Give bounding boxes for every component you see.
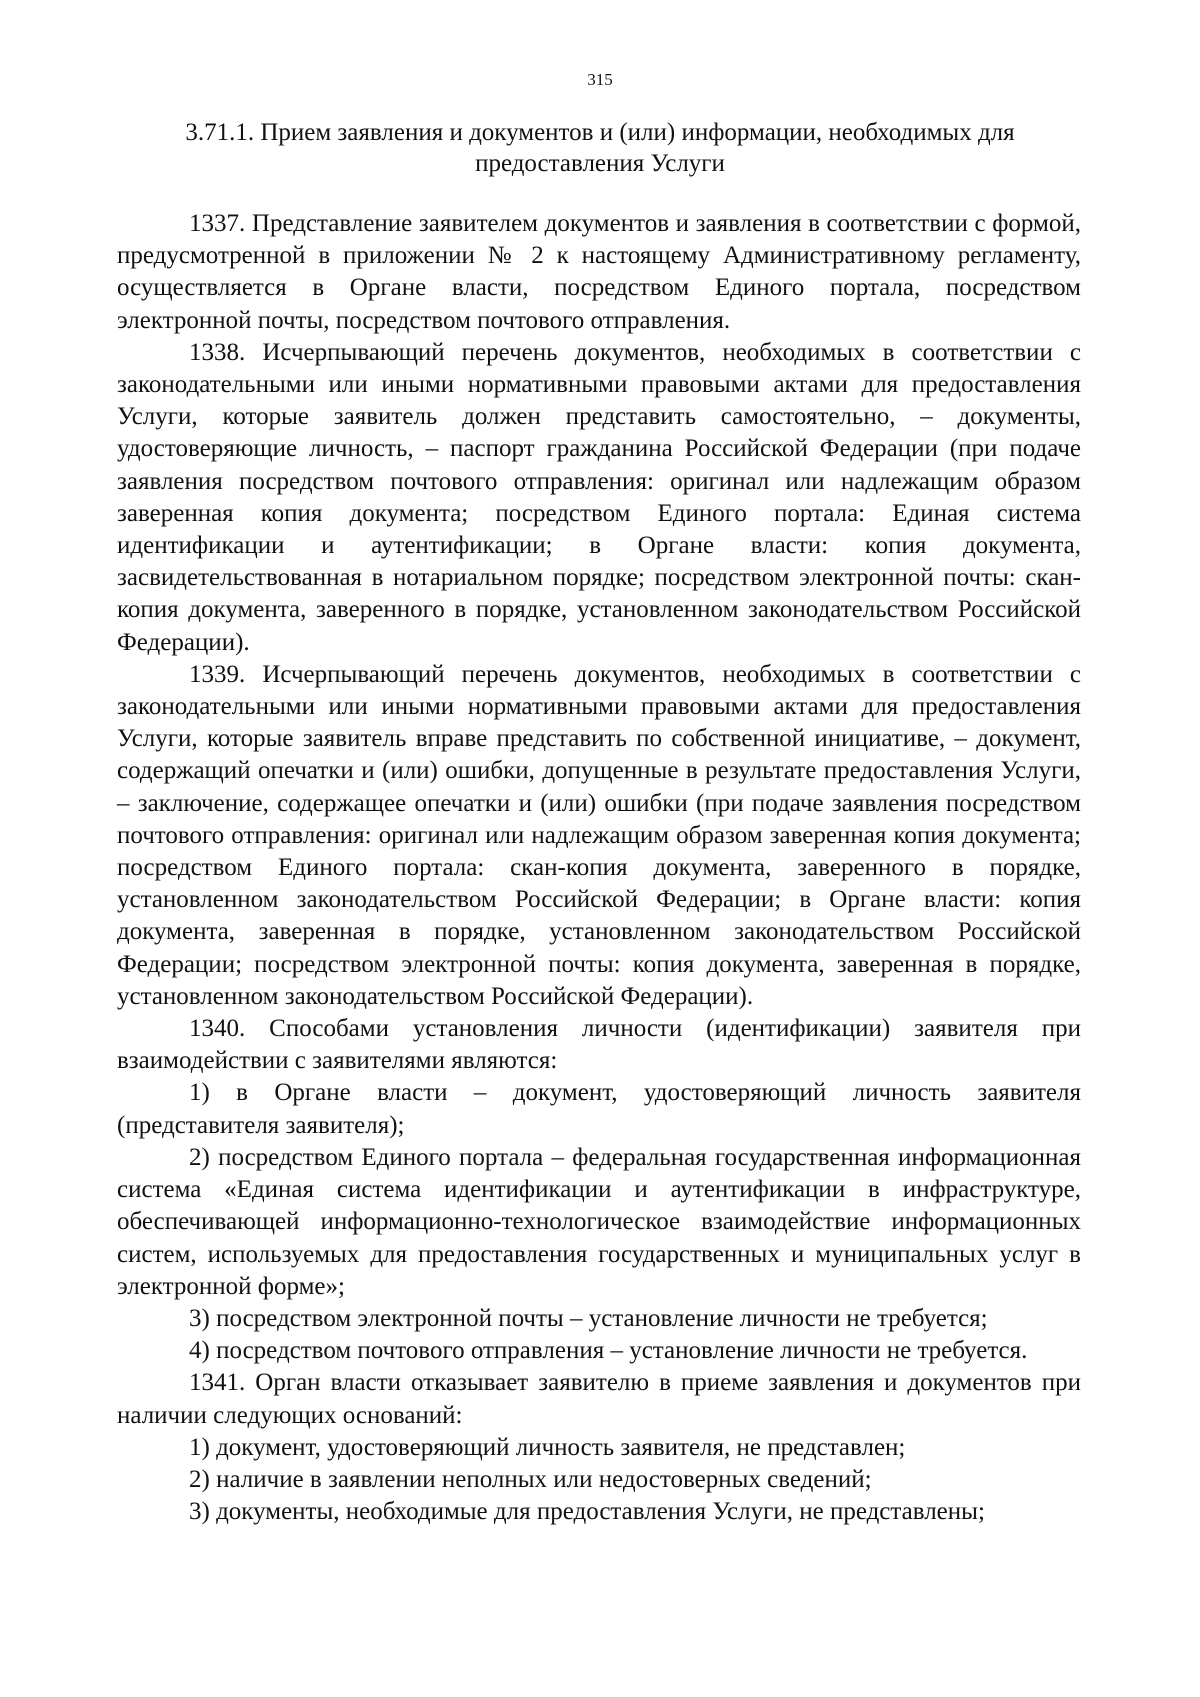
paragraph-1341: 1341. Орган власти отказывает заявителю в приеме заявления и документов при наличии следующих оснований:: [117, 1369, 1081, 1429]
list-item-1340-1: 1) в Органе власти – документ, удостоверяющий личность заявителя (представителя заявителя);: [117, 1079, 1081, 1139]
paragraph-1339: 1339. Исчерпывающий перечень документов, необходимых в соответствии с законодательными или иными нормативными правовыми актами для предоставления Услуги, которые заявитель вправе представить по собственной инициативе, – документ, содержащий опечатки и (или) ошибки, допущенные в результате предоставления Услуги, – заключение, содержащее опечатки и (или) ошибки (при подаче заявления посредством почтового отправления: оригинал или надлежащим образом заверенная копия документа; посредством Единого портала: скан-копия документа, заверенного в порядке, установленном законодательством Российской Федерации; в Органе власти: копия документа, заверенная в порядке, установленном законодательством Российской Федерации; посредством электронной почты: копия документа, заверенная в порядке, установленном законодательством Российской Федерации).: [117, 660, 1081, 1010]
paragraph-1340: 1340. Способами установления личности (идентификации) заявителя при взаимодействии с заявителями являются:: [117, 1015, 1081, 1075]
document-body: [117, 208, 1081, 1528]
list-item-1341-2: 2) наличие в заявлении неполных или недостоверных сведений;: [189, 1465, 872, 1493]
list-item-1341-3: 3) документы, необходимые для предоставления Услуги, не представлены;: [189, 1498, 985, 1526]
paragraph-1338: 1338. Исчерпывающий перечень документов, необходимых в соответствии с законодательными или иными нормативными правовыми актами для предоставления Услуги, которые заявитель должен представить самостоятельно, – документы, удостоверяющие личность, – паспорт гражданина Российской Федерации (при подаче заявления посредством почтового отправления: оригинал или надлежащим образом заверенная копия документа; посредством Единого портала: Единая система идентификации и аутентификации; в Органе власти: копия документа, засвидетельствованная в нотариальном порядке; посредством электронной почты: скан-копия документа, заверенного в порядке, установленном законодательством Российской Федерации).: [117, 338, 1081, 656]
page-number: 315: [587, 70, 613, 89]
paragraph-1337: 1337. Представление заявителем документов и заявления в соответствии с формой, предусмотренной в приложении № 2 к настоящему Административному регламенту, осуществляется в Органе власти, посредством Единого портала, посредством электронной почты, посредством почтового отправления.: [117, 210, 1081, 334]
section-heading: 3.71.1. Прием заявления и документов и (или) информации, необходимых для предоставления Услуги: [185, 119, 1015, 177]
list-item-1340-3: 3) посредством электронной почты – установление личности не требуется;: [189, 1304, 988, 1332]
list-item-1340-4: 4) посредством почтового отправления – установление личности не требуется.: [189, 1337, 1028, 1365]
list-item-1340-2: 2) посредством Единого портала – федеральная государственная информационная система «Единая система идентификации и аутентификации в инфраструктуре, обеспечивающей информационно-технологическое взаимодействие информационных систем, используемых для предоставления государственных и муниципальных услуг в электронной форме»;: [117, 1143, 1081, 1300]
list-item-1341-1: 1) документ, удостоверяющий личность заявителя, не представлен;: [189, 1433, 906, 1461]
